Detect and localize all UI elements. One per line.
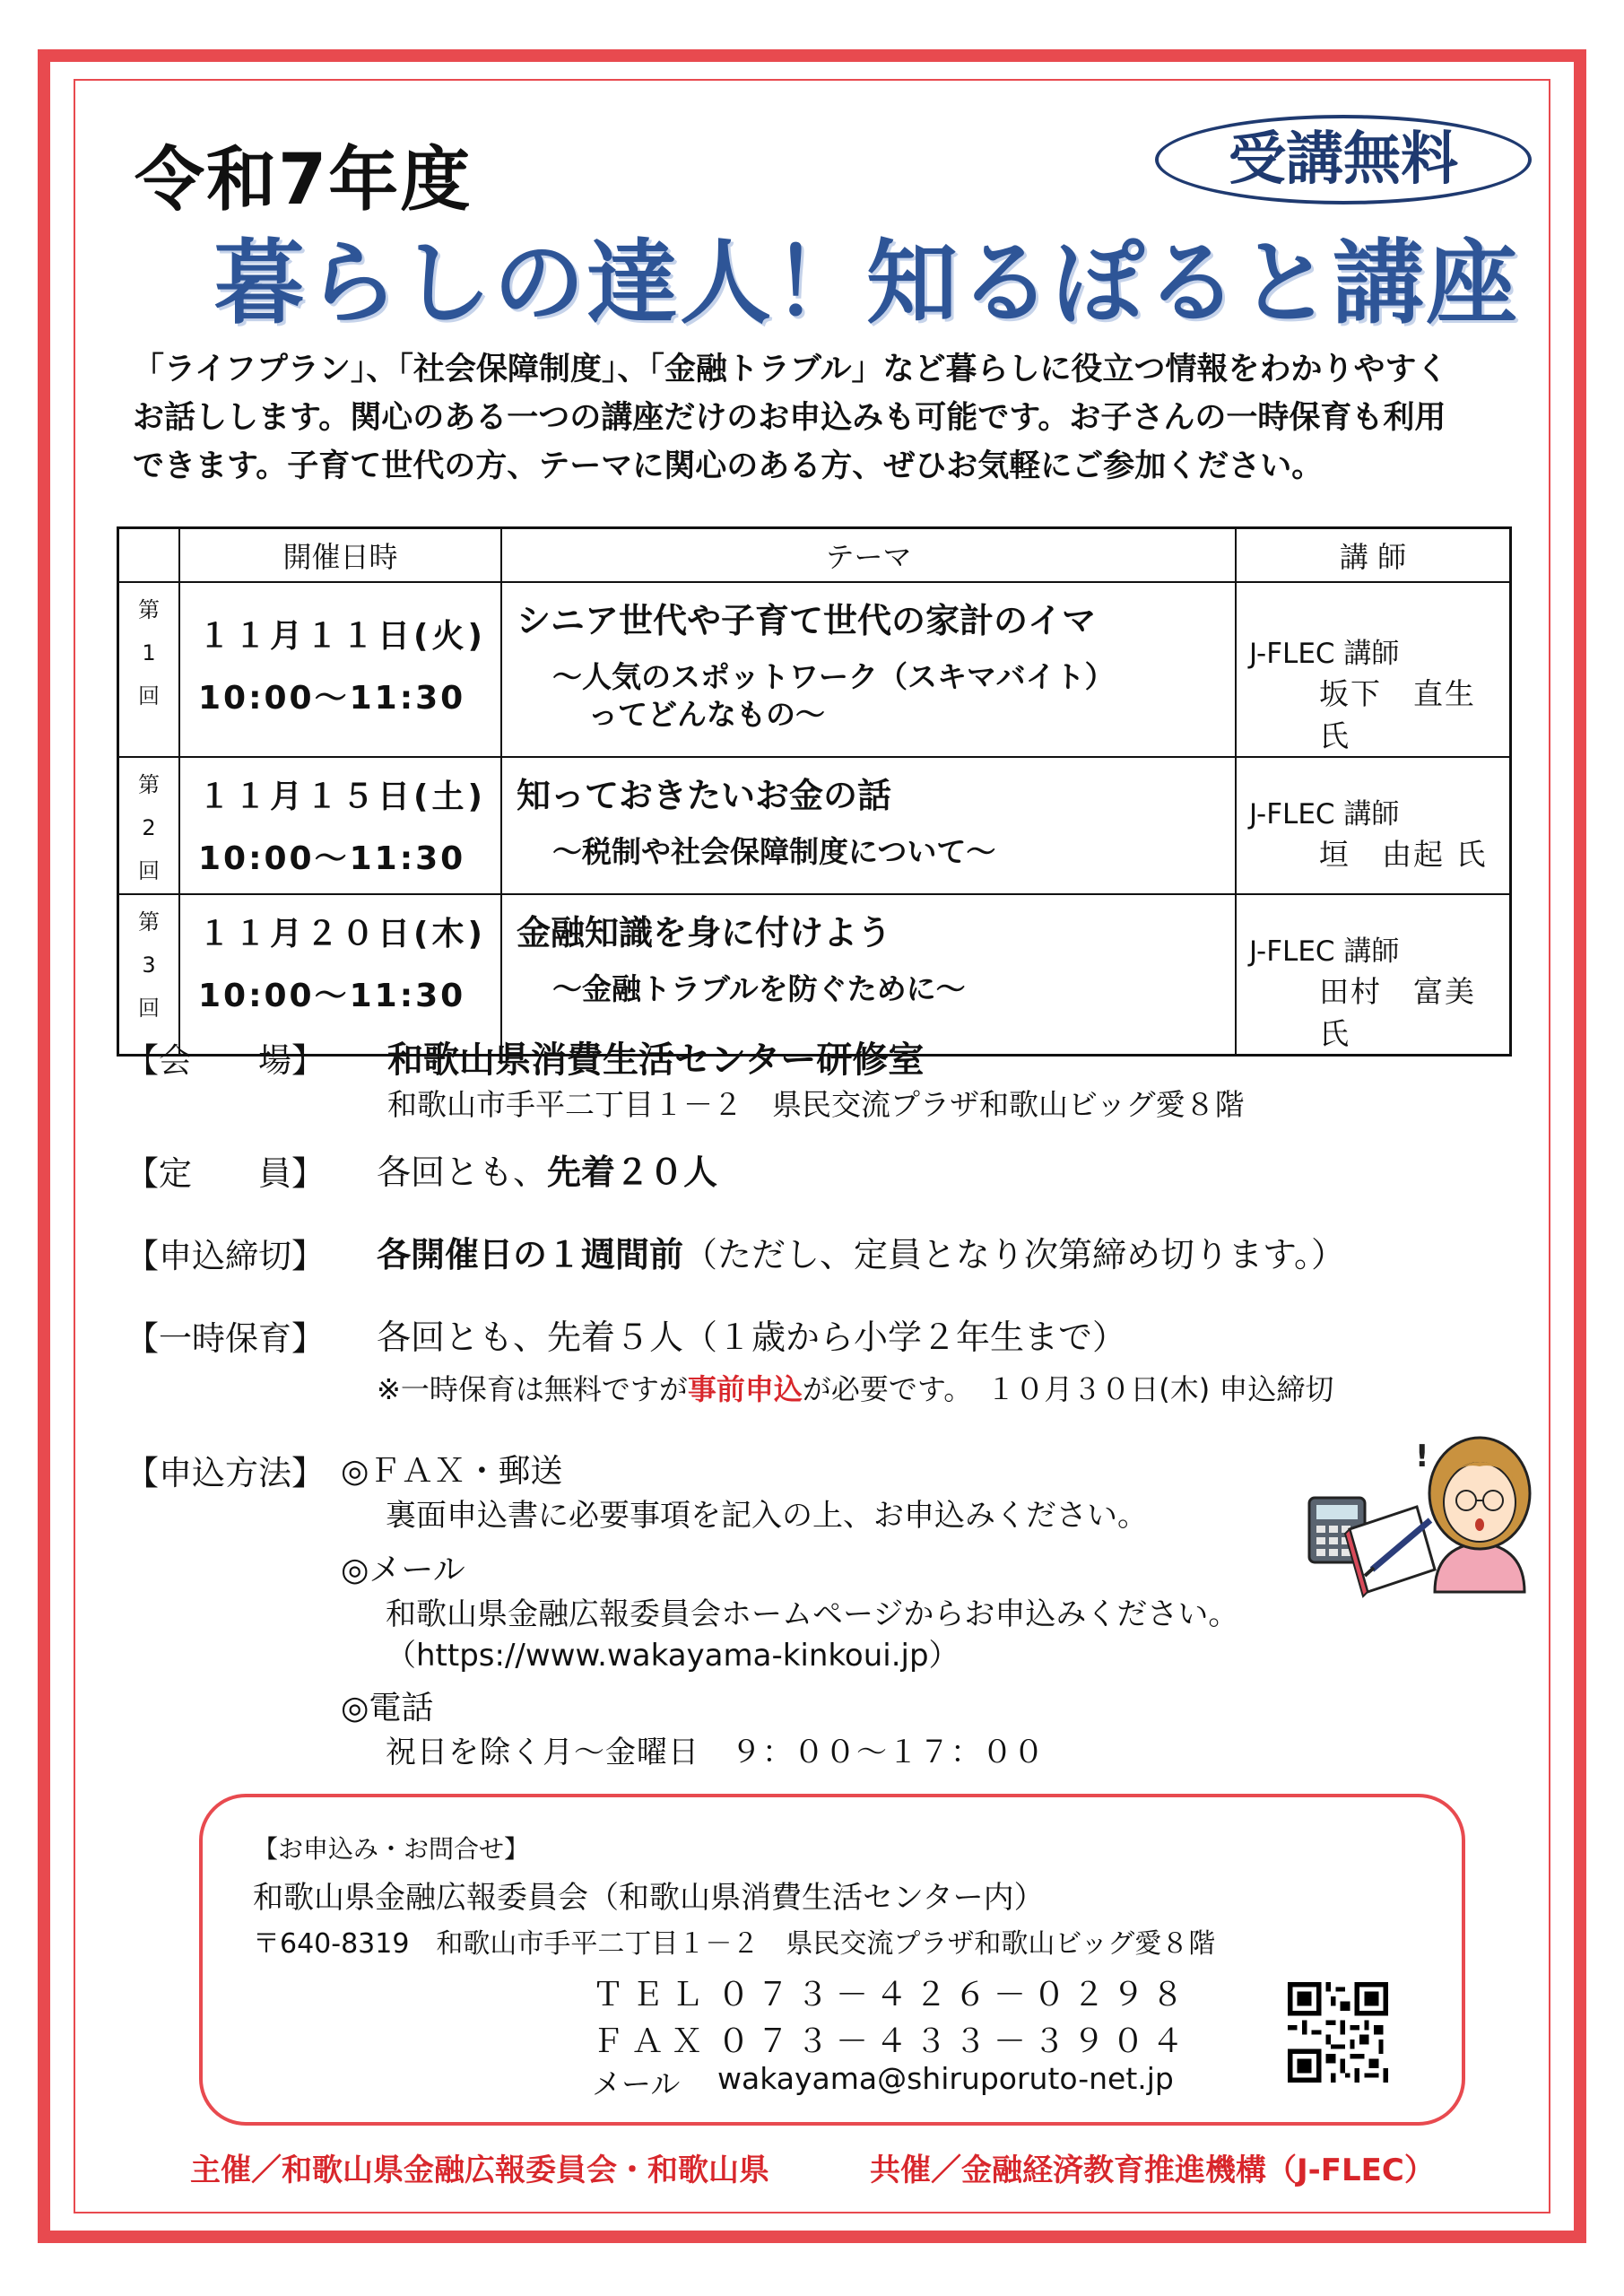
apply-mail-url[interactable]: （https://www.wakayama-kinkoui.jp） bbox=[386, 1638, 960, 1674]
lecturer-org: J-FLEC 講師 bbox=[1249, 935, 1400, 968]
childcare-text: 各回とも、先着５人（１歳から小学２年生まで） bbox=[377, 1318, 1127, 1357]
session-datetime bbox=[179, 582, 501, 757]
session-theme bbox=[501, 582, 1236, 757]
contact-tel[interactable]: ０７３－４２６－０２９８ bbox=[717, 1977, 1192, 2013]
session-theme bbox=[501, 757, 1236, 894]
free-admission-badge: 受講無料 bbox=[1155, 115, 1532, 204]
apply-mail-heading: ◎メール bbox=[341, 1552, 465, 1588]
lecturer-name: 田村 富美 氏 bbox=[1319, 974, 1476, 1051]
table-row bbox=[118, 757, 1511, 894]
apply-tel-text: 祝日を除く月～金曜日 ９：００～１７：００ bbox=[386, 1735, 1045, 1770]
header-number bbox=[118, 528, 180, 583]
header-datetime: 開催日時 bbox=[179, 528, 501, 583]
apply-tel-heading: ◎電話 bbox=[341, 1690, 434, 1726]
lecturer-name: 垣 由起 氏 bbox=[1319, 837, 1488, 872]
advance-booking: 事前申込 bbox=[687, 1372, 803, 1406]
lecturer-org: J-FLEC 講師 bbox=[1249, 798, 1400, 831]
contact-title: 【お申込み・お問合せ】 bbox=[253, 1834, 530, 1864]
theme-subtitle: ～税制や社会保障制度について～ bbox=[552, 834, 996, 869]
apply-fax-text: 裏面申込書に必要事項を記入の上、お申込みください。 bbox=[386, 1498, 1148, 1534]
contact-mail-label: メール bbox=[592, 2066, 681, 2101]
venue-address: 和歌山市手平二丁目１－２ 県民交流プラザ和歌山ビッグ愛８階 bbox=[387, 1087, 1245, 1122]
theme-subtitle: ～金融トラブルを防ぐために～ bbox=[552, 971, 966, 1006]
fiscal-year: 令和7年度 bbox=[135, 140, 473, 221]
contact-tel-label: ＴＥＬ bbox=[592, 1977, 711, 2013]
session-number: 第 1 回 bbox=[118, 582, 180, 757]
capacity-label: 【定 員】 bbox=[126, 1154, 325, 1193]
intro-line: できます。子育て世代の方、テーマに関心のある方、ぜひお気軽にご参加ください。 bbox=[133, 448, 1324, 484]
table-row bbox=[118, 582, 1511, 757]
qr-code[interactable] bbox=[1288, 1982, 1388, 2083]
session-time: 10:00～11:30 bbox=[198, 978, 466, 1014]
venue-label: 【会 場】 bbox=[126, 1041, 325, 1080]
intro-text bbox=[133, 345, 1505, 491]
cohost-organizer: 共催／金融経済教育推進機構（J-FLEC） bbox=[870, 2152, 1435, 2188]
apply-fax-heading: ◎ＦＡＸ・郵送 bbox=[341, 1453, 563, 1490]
session-number: 第 2 回 bbox=[118, 757, 180, 894]
session-number: 第 3 回 bbox=[118, 894, 180, 1056]
contact-mail[interactable]: wakayama@shiruporuto-net.jp bbox=[717, 2061, 1174, 2096]
session-lecturer bbox=[1236, 582, 1511, 757]
session-lecturer bbox=[1236, 894, 1511, 1056]
theme-title: 知っておきたいお金の話 bbox=[517, 776, 892, 815]
theme-subtitle: ～人気のスポットワーク（スキマバイト） ってどんなもの～ bbox=[552, 659, 1115, 732]
header-theme: テーマ bbox=[501, 528, 1236, 583]
deadline-label: 【申込締切】 bbox=[126, 1237, 325, 1275]
intro-line: お話しします。関心のある一つの講座だけのお申込みも可能です。お子さんの一時保育も利用 bbox=[133, 400, 1446, 436]
lecturer-name: 坂下 直生 氏 bbox=[1319, 676, 1476, 753]
childcare-label: 【一時保育】 bbox=[126, 1319, 325, 1358]
theme-title: 金融知識を身に付けよう bbox=[517, 913, 892, 952]
contact-org: 和歌山県金融広報委員会（和歌山県消費生活センター内） bbox=[253, 1880, 1045, 1916]
venue-name: 和歌山県消費生活センター研修室 bbox=[387, 1039, 925, 1081]
apply-label: 【申込方法】 bbox=[126, 1454, 325, 1492]
childcare-note: ※一時保育は無料ですが事前申込が必要です。 １０月３０日(木) 申込締切 bbox=[377, 1372, 1334, 1406]
deadline-text: 各開催日の１週間前（ただし、定員となり次第締め切ります。） bbox=[377, 1235, 1345, 1274]
session-time: 10:00～11:30 bbox=[198, 680, 466, 717]
capacity-value: 先着２０人 bbox=[547, 1152, 718, 1192]
woman-with-calculator-illustration bbox=[1300, 1413, 1551, 1619]
header-lecturer: 講 師 bbox=[1236, 528, 1511, 583]
session-lecturer bbox=[1236, 757, 1511, 894]
theme-title: シニア世代や子育て世代の家計のイマ bbox=[517, 601, 1097, 640]
session-date: １１月１１日(火) bbox=[198, 618, 486, 655]
contact-fax-label: ＦＡＸ bbox=[592, 2023, 711, 2060]
svg-text:!: ! bbox=[1415, 1439, 1429, 1474]
schedule-header-row bbox=[118, 528, 1511, 583]
capacity-text: 各回とも、先着２０人 bbox=[377, 1152, 718, 1192]
apply-mail-text: 和歌山県金融広報委員会ホームページからお申込みください。 bbox=[386, 1596, 1239, 1632]
session-time: 10:00～11:30 bbox=[198, 840, 466, 877]
lecturer-org: J-FLEC 講師 bbox=[1249, 638, 1400, 670]
session-date: １１月２０日(木) bbox=[198, 916, 486, 952]
host-organizers: 主催／和歌山県金融広報委員会・和歌山県 bbox=[190, 2152, 769, 2188]
contact-fax: ０７３－４３３－３９０４ bbox=[717, 2023, 1192, 2060]
session-datetime bbox=[179, 757, 501, 894]
page-title: 暮らしの達人！知るぽると講座 bbox=[213, 230, 1519, 337]
session-date: １１月１５日(土) bbox=[198, 778, 486, 815]
contact-address: 〒640-8319 和歌山市手平二丁目１－２ 県民交流プラザ和歌山ビッグ愛８階 bbox=[253, 1928, 1216, 1960]
intro-line: 「ライフプラン」、「社会保障制度」、「金融トラブル」など暮らしに役立つ情報をわかりやすく bbox=[133, 352, 1448, 387]
schedule-table bbox=[117, 526, 1512, 1057]
